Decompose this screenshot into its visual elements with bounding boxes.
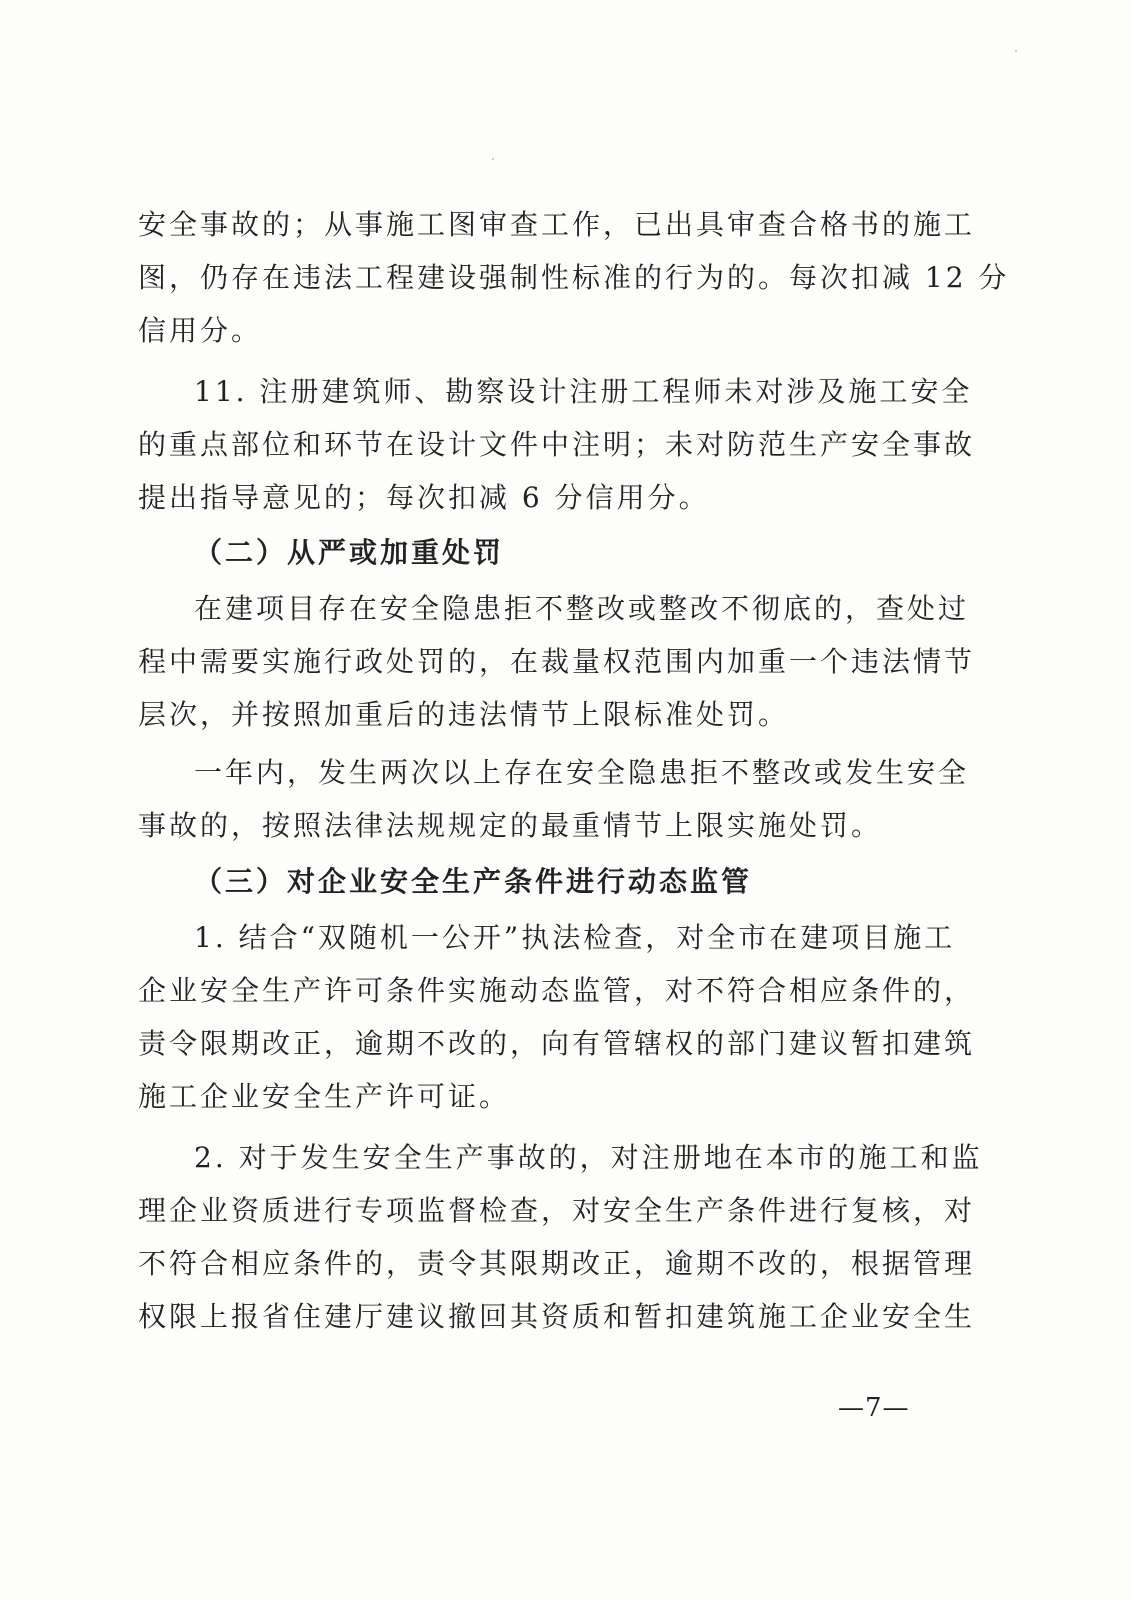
text-line: 11. 注册建筑师、勘察设计注册工程师未对涉及施工安全 xyxy=(194,375,973,408)
section-heading-3: （三）对企业安全生产条件进行动态监管 xyxy=(194,865,753,898)
text-line: 不符合相应条件的，责令其限期改正，逾期不改的，根据管理 xyxy=(138,1247,976,1280)
text-line: 事故的，按照法律法规规定的最重情节上限实施处罚。 xyxy=(138,809,883,842)
text-line: 权限上报省住建厅建议撤回其资质和暂扣建筑施工企业安全生 xyxy=(138,1300,976,1333)
text-line: 信用分。 xyxy=(138,314,263,347)
text-line: 在建项目存在安全隐患拒不整改或整改不彻底的，查处过 xyxy=(194,592,970,625)
text-line: 的重点部位和环节在设计文件中注明；未对防范生产安全事故 xyxy=(138,428,976,461)
scan-speck xyxy=(1015,50,1017,52)
text-line: 一年内，发生两次以上存在安全隐患拒不整改或发生安全 xyxy=(194,756,970,789)
text-line: 安全事故的；从事施工图审查工作，已出具审查合格书的施工 xyxy=(138,208,976,241)
text-line: 企业安全生产许可条件实施动态监管，对不符合相应条件的， xyxy=(138,974,976,1007)
text-line: 提出指导意见的；每次扣减 6 分信用分。 xyxy=(138,481,710,514)
scan-speck xyxy=(492,158,494,160)
section-heading-2: （二）从严或加重处罚 xyxy=(194,536,505,569)
text-line: 理企业资质进行专项监督检查，对安全生产条件进行复核，对 xyxy=(138,1194,976,1227)
body-text xyxy=(138,198,1010,1343)
text-line: 施工企业安全生产许可证。 xyxy=(138,1080,511,1113)
text-line: 责令限期改正，逾期不改的，向有管辖权的部门建议暂扣建筑 xyxy=(138,1027,976,1060)
text-line: 程中需要实施行政处罚的，在裁量权范围内加重一个违法情节 xyxy=(138,645,976,678)
text-line: 1. 结合“双随机一公开”执法检查，对全市在建项目施工 xyxy=(194,921,956,954)
page-number: —7— xyxy=(838,1393,910,1423)
text-line: 层次，并按照加重后的违法情节上限标准处罚。 xyxy=(138,698,790,731)
text-line: 图，仍存在违法工程建设强制性标准的行为的。每次扣减 12 分 xyxy=(138,261,1010,294)
text-line: 2. 对于发生安全生产事故的，对注册地在本市的施工和监 xyxy=(194,1141,983,1174)
